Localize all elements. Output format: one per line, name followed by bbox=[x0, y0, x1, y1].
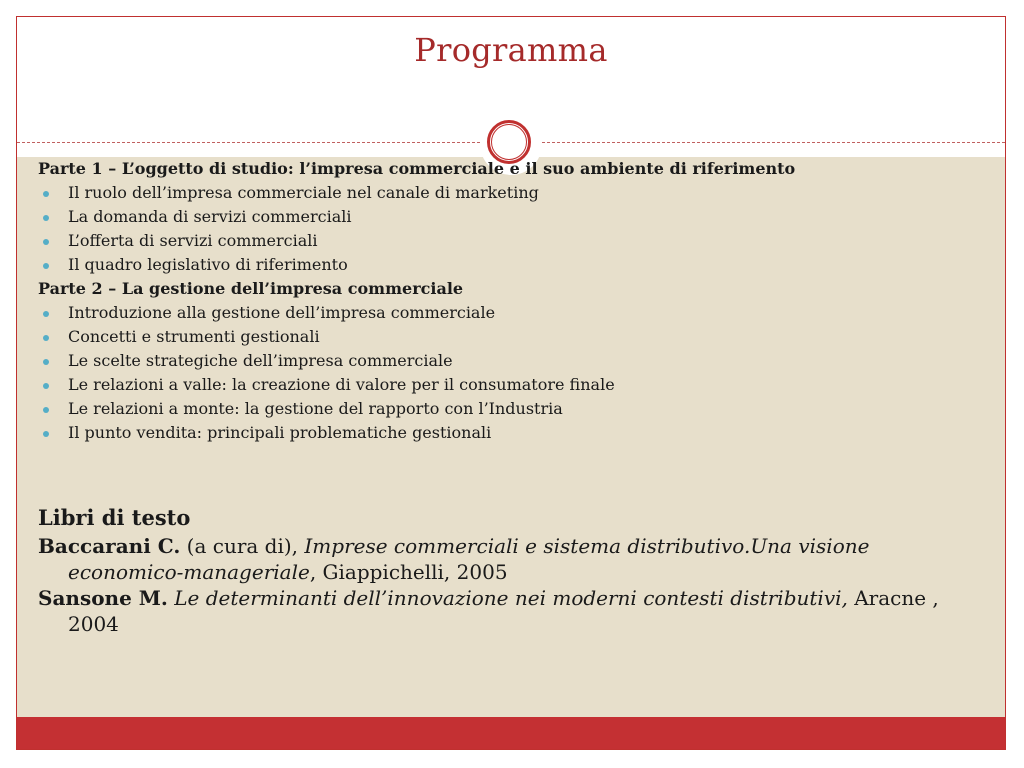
list-item-text: L’offerta di servizi commerciali bbox=[68, 231, 318, 250]
bullet-icon bbox=[43, 335, 49, 341]
list-item bbox=[38, 325, 968, 349]
circle-inner-ring bbox=[491, 124, 527, 160]
list-item-text: Concetti e strumenti gestionali bbox=[68, 327, 320, 346]
list-item-text: La domanda di servizi commerciali bbox=[68, 207, 352, 226]
part-2-list bbox=[38, 301, 968, 445]
list-item-text: Le relazioni a valle: la creazione di valore per il consumatore finale bbox=[68, 375, 615, 394]
bullet-icon bbox=[43, 263, 49, 269]
textbooks-heading: Libri di testo bbox=[38, 505, 191, 530]
bullet-icon bbox=[43, 407, 49, 413]
book-publisher: Aracne , 2004 bbox=[68, 586, 939, 636]
book-author: Sansone M. bbox=[38, 586, 168, 610]
list-item-text: Introduzione alla gestione dell’impresa commerciale bbox=[68, 303, 496, 322]
list-item bbox=[38, 301, 968, 325]
slide-title: Programma bbox=[414, 31, 608, 69]
book-author: Baccarani C. bbox=[38, 534, 181, 558]
textbooks-section bbox=[38, 505, 968, 637]
book-editor-note: (a cura di), bbox=[180, 534, 305, 558]
list-item-text: Il punto vendita: principali problematiche gestionali bbox=[68, 423, 492, 442]
list-item bbox=[38, 253, 968, 277]
list-item bbox=[38, 373, 968, 397]
bullet-icon bbox=[43, 383, 49, 389]
bullet-icon bbox=[43, 239, 49, 245]
part-1-heading: Parte 1 – L’oggetto di studio: l’impresa commerciale e il suo ambiente di riferimento bbox=[38, 159, 796, 178]
list-item bbox=[38, 349, 968, 373]
part-2-heading: Parte 2 – La gestione dell’impresa commerciale bbox=[38, 279, 464, 298]
book-title: Le determinanti dell’innovazione nei moderni contesti distributivi, bbox=[174, 586, 848, 610]
bullet-icon bbox=[43, 191, 49, 197]
list-item-text: Il quadro legislativo di riferimento bbox=[68, 255, 348, 274]
list-item-text: Il ruolo dell’impresa commerciale nel canale di marketing bbox=[68, 183, 539, 202]
list-item-text: Le relazioni a monte: la gestione del rapporto con l’Industria bbox=[68, 399, 563, 418]
part-1-list bbox=[38, 181, 968, 277]
list-item bbox=[38, 421, 968, 445]
list-item bbox=[38, 397, 968, 421]
bullet-icon bbox=[43, 311, 49, 317]
list-item bbox=[38, 205, 968, 229]
bullet-icon bbox=[43, 359, 49, 365]
book-entry bbox=[38, 533, 968, 585]
bottom-bar bbox=[17, 717, 1005, 750]
bullet-icon bbox=[43, 215, 49, 221]
book-publisher: , Giappichelli, 2005 bbox=[309, 560, 508, 584]
book-title: Imprese commerciali e sistema distributivo.Una visione economico-manageriale bbox=[68, 534, 870, 584]
book-entry bbox=[38, 585, 968, 637]
bullet-icon bbox=[43, 431, 49, 437]
program-body bbox=[38, 157, 968, 445]
list-item-text: Le scelte strategiche dell’impresa commerciale bbox=[68, 351, 453, 370]
list-item bbox=[38, 181, 968, 205]
list-item bbox=[38, 229, 968, 253]
